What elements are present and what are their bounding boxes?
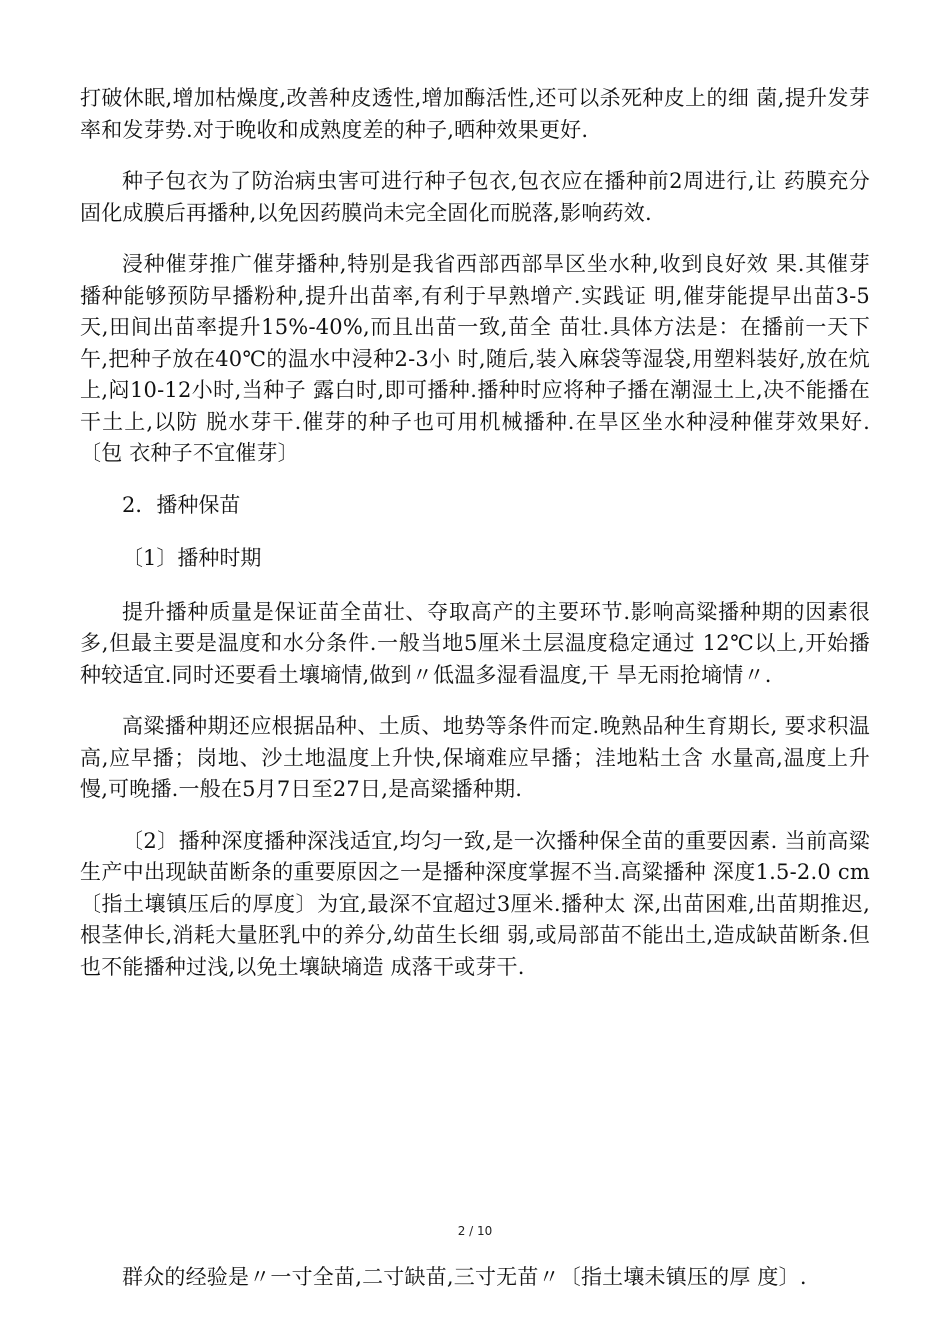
document-body	[80, 83, 870, 1003]
paragraph-soaking-germination: 浸种催芽推广催芽播种,特别是我省西部西部旱区坐水种,收到良好效 果.其催芽播种能够预防早播粉种,提升出苗率,有利于早熟增产.实践证 明,催芽能提早出苗3-5天,田间出苗率提升15%-40%,而且出苗一致,苗全 苗壮.具体方法是：在播前一天下午,把种子放在40℃的温水中浸种2-3小 时,随后,装入麻袋等湿袋,用塑料装好,放在炕上,闷10-12小时,当种子 露白时,即可播种.播种时应将种子播在潮湿土上,决不能播在干土上,以防 脱水芽干.催芽的种子也可用机械播种.在旱区坐水种浸种催芽效果好.〔包 衣种子不宜催芽〕	[80, 252, 870, 465]
page-number: 2 / 10	[457, 1224, 493, 1238]
paragraph-sowing-depth: 〔2〕播种深度播种深浅适宜,均匀一致,是一次播种保全苗的重要因素. 当前高粱生产中出现缺苗断条的重要原因之一是播种深度掌握不当.高粱播种 深度1.5-2.0 cm 〔指土壤镇压后的厚度〕为宜,最深不宜超过3厘米.播种太 深,出苗困难,出苗期推迟,根茎伸长,消耗大量胚乳中的养分,幼苗生长细 弱,或局部苗不能出土,造成缺苗断条.但也不能播种过浅,以免土壤缺墒造 成落干或芽干.	[80, 828, 871, 979]
paragraph-sowing-period-factors: 高粱播种期还应根据品种、土质、地势等条件而定.晚熟品种生育期长, 要求积温高,应早播；岗地、沙土地温度上升快,保墒难应早播；洼地粘土含 水量高,温度上升慢,可晚播.一般在5月7日至27日,是高粱播种期.	[80, 714, 870, 801]
paragraph-seed-coating: 种子包衣为了防治病虫害可进行种子包衣,包衣应在播种前2周进行,让 药膜充分固化成膜后再播种,以免因药膜尚未完全固化而脱落,影响药效.	[80, 169, 870, 225]
paragraph-drying-seeds: 打破休眠,增加枯燥度,改善种皮透性,增加酶活性,还可以杀死种皮上的细 菌,提升发芽率和发芽势.对于晚收和成熟度差的种子,晒种效果更好.	[80, 86, 870, 142]
paragraph-farmer-experience: 群众的经验是〃一寸全苗,二寸缺苗,三寸无苗〃〔指土壤未镇压的厚 度〕.	[122, 1265, 807, 1289]
subsection-heading-sowing-period: 〔1〕播种时期	[122, 546, 262, 570]
section-heading-sowing: 2．播种保苗	[122, 492, 241, 517]
paragraph-sowing-quality: 提升播种质量是保证苗全苗壮、夺取高产的主要环节.影响高粱播种期的因素很多,但最主要是温度和水分条件.一般当地5厘米土层温度稳定通过 12℃以上,开始播种较适宜.同时还要看土壤墒情,做到〃低温多湿看温度,干 旱无雨抢墒情〃.	[80, 599, 870, 687]
next-page-body	[80, 1262, 870, 1314]
